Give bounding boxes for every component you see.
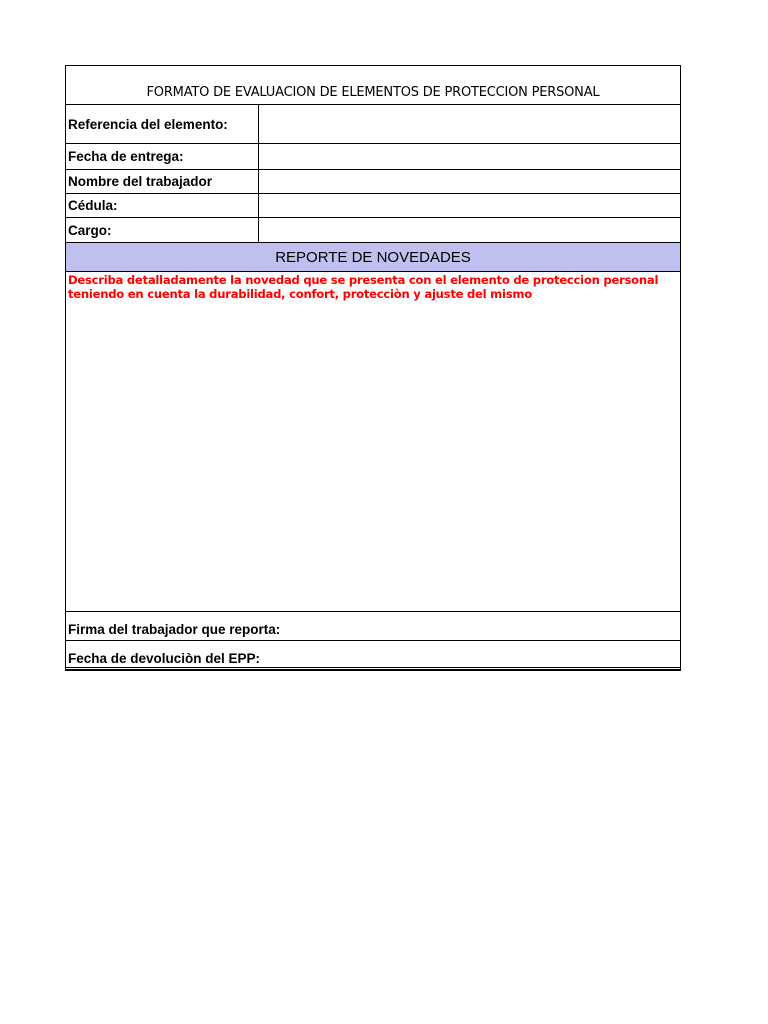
form-title: FORMATO DE EVALUACION DE ELEMENTOS DE PROTECCION PERSONAL [146, 85, 600, 100]
firma-label: Firma del trabajador que reporta: [68, 622, 281, 637]
field-row-nombre [66, 170, 680, 194]
referencia-label: Referencia del elemento: [66, 105, 259, 143]
cargo-label: Cargo: [66, 218, 259, 242]
nombre-label: Nombre del trabajador [66, 170, 259, 193]
cedula-input-cell[interactable] [259, 194, 680, 217]
fecha-entrega-label: Fecha de entrega: [66, 144, 259, 169]
report-text-area[interactable] [66, 272, 680, 612]
report-instruction-text: Describa detalladamente la novedad que se presenta con el elemento de proteccion personal teniendo en cuenta la durabilidad, confort, protecciòn y ajuste del mismo [68, 273, 659, 301]
field-row-cedula [66, 194, 680, 218]
epp-evaluation-form [65, 65, 681, 671]
fecha-entrega-input-cell[interactable] [259, 144, 680, 169]
report-section-header [66, 243, 680, 272]
firma-row[interactable] [66, 612, 680, 641]
report-section-title: REPORTE DE NOVEDADES [275, 248, 471, 266]
field-row-cargo [66, 218, 680, 243]
devolucion-label: Fecha de devoluciòn del EPP: [68, 651, 261, 666]
cargo-input-cell[interactable] [259, 218, 680, 242]
nombre-input-cell[interactable] [259, 170, 680, 193]
field-row-referencia [66, 105, 680, 144]
cedula-label: Cédula: [66, 194, 259, 217]
form-title-row [66, 66, 680, 105]
devolucion-row[interactable] [66, 641, 680, 670]
field-row-fecha-entrega [66, 144, 680, 170]
referencia-input-cell[interactable] [259, 105, 680, 143]
